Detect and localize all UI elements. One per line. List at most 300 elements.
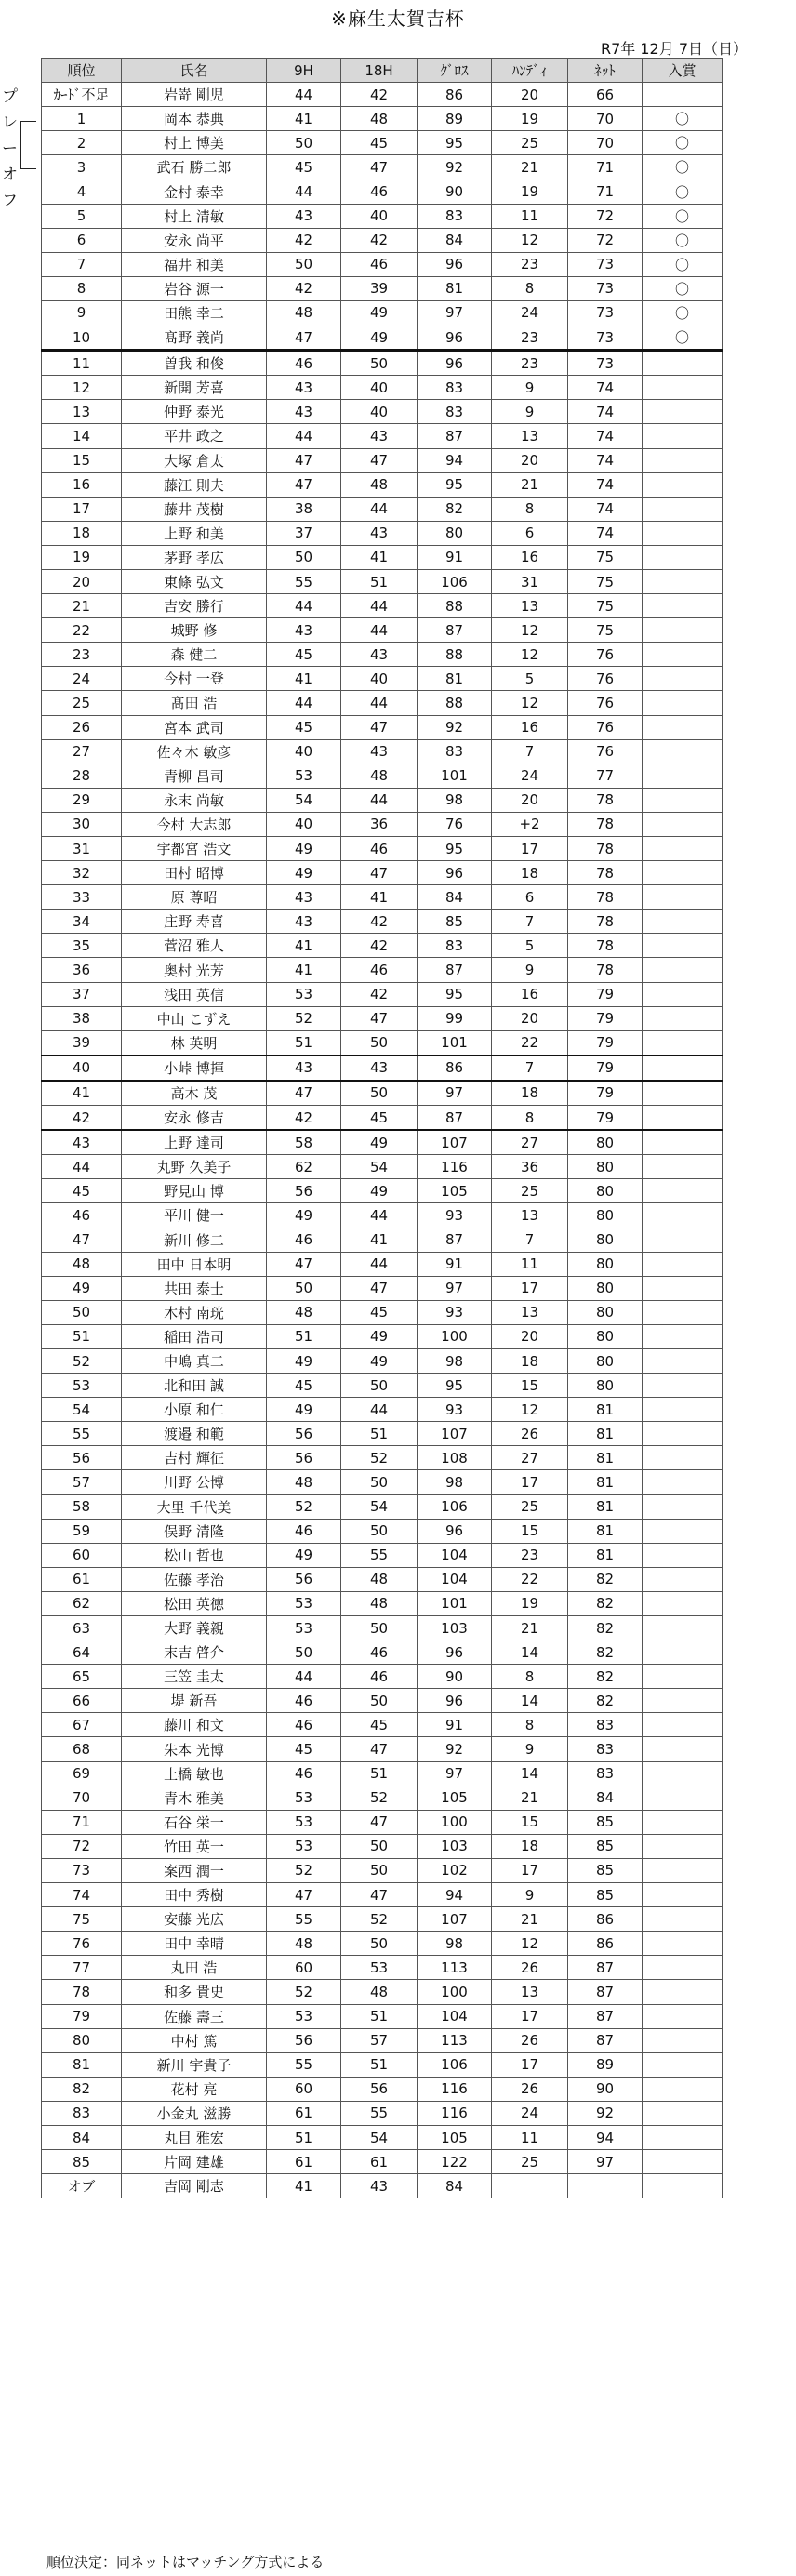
cell-gross: 107 [418, 1907, 492, 1932]
table-row [42, 83, 723, 107]
cell-name: 青木 雅美 [122, 1786, 267, 1810]
cell-18h: 50 [341, 1470, 418, 1494]
table-row [42, 1228, 723, 1252]
cell-name: 中山 こずえ [122, 1006, 267, 1030]
col-header-gross: ｸﾞﾛｽ [418, 59, 492, 83]
cell-handicap: 23 [492, 252, 568, 276]
cell-rank: 62 [42, 1591, 122, 1615]
cell-rank: 46 [42, 1203, 122, 1228]
cell-net: 80 [568, 1324, 643, 1348]
cell-prize [643, 569, 723, 593]
table-row [42, 400, 723, 424]
cell-rank: 69 [42, 1761, 122, 1786]
cell-name: 三笠 圭太 [122, 1665, 267, 1689]
cell-9h: 45 [267, 715, 341, 739]
table-row [42, 497, 723, 521]
cell-name: 岡本 恭典 [122, 107, 267, 131]
cell-handicap: 6 [492, 521, 568, 545]
cell-18h: 46 [341, 1665, 418, 1689]
cell-handicap: 31 [492, 569, 568, 593]
cell-net: 79 [568, 1081, 643, 1106]
cell-rank: 22 [42, 618, 122, 643]
cell-net: 75 [568, 545, 643, 569]
cell-gross: 107 [418, 1130, 492, 1155]
cell-rank: 37 [42, 982, 122, 1006]
cell-handicap: 36 [492, 1155, 568, 1179]
cell-18h: 47 [341, 1810, 418, 1834]
cell-net: 85 [568, 1810, 643, 1834]
cell-gross: 91 [418, 545, 492, 569]
cell-9h: 47 [267, 1081, 341, 1106]
cell-net: 70 [568, 131, 643, 155]
cell-gross: 116 [418, 1155, 492, 1179]
cell-handicap: 16 [492, 982, 568, 1006]
cell-net: 89 [568, 2052, 643, 2077]
cell-prize [643, 424, 723, 448]
cell-net [568, 2174, 643, 2198]
cell-rank: 3 [42, 155, 122, 179]
cell-gross: 93 [418, 1300, 492, 1324]
table-row [42, 958, 723, 982]
cell-9h: 44 [267, 424, 341, 448]
cell-net: 76 [568, 667, 643, 691]
cell-18h: 42 [341, 228, 418, 252]
cell-18h: 57 [341, 2028, 418, 2052]
table-row [42, 1689, 723, 1713]
cell-18h: 45 [341, 1713, 418, 1737]
cell-9h: 56 [267, 1446, 341, 1470]
cell-handicap: 22 [492, 1030, 568, 1056]
cell-prize [643, 2028, 723, 2052]
cell-rank: 81 [42, 2052, 122, 2077]
cell-18h: 50 [341, 1932, 418, 1956]
cell-prize [643, 1956, 723, 1980]
cell-18h: 49 [341, 325, 418, 351]
cell-handicap: 17 [492, 1470, 568, 1494]
cell-prize [643, 715, 723, 739]
cell-rank: 2 [42, 131, 122, 155]
cell-9h: 49 [267, 837, 341, 861]
cell-gross: 96 [418, 1689, 492, 1713]
table-row [42, 982, 723, 1006]
cell-prize [643, 1006, 723, 1030]
cell-name: 野見山 博 [122, 1179, 267, 1203]
cell-name: 俣野 清隆 [122, 1519, 267, 1543]
cell-9h: 41 [267, 934, 341, 958]
cell-handicap: 13 [492, 424, 568, 448]
table-row [42, 131, 723, 155]
cell-net: 79 [568, 1056, 643, 1081]
cell-handicap: 7 [492, 739, 568, 764]
cell-name: 丸野 久美子 [122, 1155, 267, 1179]
cell-18h: 50 [341, 351, 418, 376]
table-row [42, 545, 723, 569]
col-header-rank: 順位 [42, 59, 122, 83]
playoff-label [2, 84, 17, 214]
cell-rank: 50 [42, 1300, 122, 1324]
cell-net: 78 [568, 934, 643, 958]
cell-name: 茅野 孝広 [122, 545, 267, 569]
cell-name: 原 尊昭 [122, 885, 267, 910]
cell-gross: 91 [418, 1252, 492, 1276]
cell-gross: 87 [418, 1228, 492, 1252]
cell-rank: 21 [42, 594, 122, 618]
cell-name: 花村 亮 [122, 2077, 267, 2101]
cell-9h: 50 [267, 545, 341, 569]
cell-handicap: 13 [492, 594, 568, 618]
cell-net: 74 [568, 472, 643, 497]
cell-18h: 61 [341, 2150, 418, 2174]
cell-9h: 49 [267, 1203, 341, 1228]
cell-net: 87 [568, 1980, 643, 2004]
cell-gross: 100 [418, 1324, 492, 1348]
cell-9h: 52 [267, 1494, 341, 1519]
cell-9h: 55 [267, 569, 341, 593]
cell-9h: 42 [267, 228, 341, 252]
cell-name: 吉岡 剛志 [122, 2174, 267, 2198]
cell-prize [643, 448, 723, 472]
cell-net: 70 [568, 107, 643, 131]
cell-rank: 24 [42, 667, 122, 691]
cell-rank: 29 [42, 788, 122, 812]
cell-9h: 43 [267, 885, 341, 910]
cell-prize [643, 691, 723, 715]
cell-gross: 83 [418, 400, 492, 424]
table-row [42, 2174, 723, 2198]
cell-prize [643, 1203, 723, 1228]
cell-net: 74 [568, 448, 643, 472]
cell-18h: 43 [341, 1056, 418, 1081]
table-row [42, 1494, 723, 1519]
cell-gross: 92 [418, 155, 492, 179]
cell-prize: 〇 [643, 276, 723, 300]
cell-rank: 11 [42, 351, 122, 376]
cell-gross: 83 [418, 934, 492, 958]
cell-gross: 108 [418, 1446, 492, 1470]
cell-name: 大里 千代美 [122, 1494, 267, 1519]
cell-prize [643, 1155, 723, 1179]
cell-18h: 48 [341, 107, 418, 131]
cell-9h: 52 [267, 1006, 341, 1030]
cell-prize [643, 594, 723, 618]
cell-18h: 52 [341, 1446, 418, 1470]
table-row [42, 1591, 723, 1615]
cell-gross: 87 [418, 618, 492, 643]
cell-gross: 104 [418, 1567, 492, 1591]
col-header-9h: 9H [267, 59, 341, 83]
cell-gross: 88 [418, 594, 492, 618]
cell-prize [643, 837, 723, 861]
cell-18h: 40 [341, 400, 418, 424]
cell-prize [643, 618, 723, 643]
cell-prize [643, 2125, 723, 2149]
cell-net: 86 [568, 1932, 643, 1956]
cell-name: 宇都宮 浩文 [122, 837, 267, 861]
cell-prize [643, 1737, 723, 1761]
table-row [42, 1179, 723, 1203]
cell-gross: 90 [418, 179, 492, 204]
cell-name: 田村 昭博 [122, 861, 267, 885]
cell-name: 小峠 博揮 [122, 1056, 267, 1081]
cell-handicap: 24 [492, 300, 568, 325]
cell-gross: 97 [418, 1276, 492, 1300]
cell-rank: 55 [42, 1422, 122, 1446]
cell-9h: 52 [267, 1858, 341, 1882]
cell-18h: 51 [341, 569, 418, 593]
cell-rank: 39 [42, 1030, 122, 1056]
cell-prize [643, 1883, 723, 1907]
cell-name: 東條 弘文 [122, 569, 267, 593]
cell-9h: 41 [267, 2174, 341, 2198]
cell-handicap: 18 [492, 1834, 568, 1858]
cell-net: 66 [568, 83, 643, 107]
table-row [42, 1519, 723, 1543]
cell-prize [643, 1932, 723, 1956]
cell-18h: 49 [341, 1179, 418, 1203]
cell-rank: 8 [42, 276, 122, 300]
cell-gross: 116 [418, 2101, 492, 2125]
cell-rank: 79 [42, 2004, 122, 2028]
cell-gross: 89 [418, 107, 492, 131]
cell-net: 76 [568, 643, 643, 667]
cell-rank: 31 [42, 837, 122, 861]
cell-net: 79 [568, 1030, 643, 1056]
cell-rank: 33 [42, 885, 122, 910]
cell-gross: 87 [418, 424, 492, 448]
cell-18h: 42 [341, 83, 418, 107]
cell-handicap: 24 [492, 2101, 568, 2125]
table-row [42, 812, 723, 836]
footnote: 順位決定：同ネットはマッチング方式による [46, 2554, 325, 2570]
cell-handicap: 18 [492, 1348, 568, 1373]
cell-name: 新川 修二 [122, 1228, 267, 1252]
cell-18h: 41 [341, 1228, 418, 1252]
cell-gross: 113 [418, 2028, 492, 2052]
table-row [42, 1252, 723, 1276]
cell-net: 80 [568, 1179, 643, 1203]
cell-gross: 103 [418, 1834, 492, 1858]
table-row [42, 1398, 723, 1422]
cell-gross: 87 [418, 958, 492, 982]
cell-prize [643, 1810, 723, 1834]
cell-gross: 116 [418, 2077, 492, 2101]
table-row [42, 1980, 723, 2004]
cell-gross: 84 [418, 228, 492, 252]
table-row [42, 2028, 723, 2052]
cell-handicap: 23 [492, 325, 568, 351]
cell-rank: 65 [42, 1665, 122, 1689]
cell-name: 岩嵜 剛児 [122, 83, 267, 107]
cell-handicap: 19 [492, 179, 568, 204]
cell-handicap: 21 [492, 472, 568, 497]
cell-name: 田中 幸晴 [122, 1932, 267, 1956]
cell-net: 81 [568, 1494, 643, 1519]
cell-rank: 20 [42, 569, 122, 593]
cell-handicap: 15 [492, 1374, 568, 1398]
cell-18h: 50 [341, 1519, 418, 1543]
cell-name: 庄野 寿喜 [122, 910, 267, 934]
cell-prize [643, 1030, 723, 1056]
cell-18h: 49 [341, 1130, 418, 1155]
cell-gross: 76 [418, 812, 492, 836]
cell-18h: 46 [341, 179, 418, 204]
cell-net: 97 [568, 2150, 643, 2174]
cell-9h: 44 [267, 83, 341, 107]
cell-rank: 74 [42, 1883, 122, 1907]
cell-gross: 100 [418, 1810, 492, 1834]
cell-18h: 51 [341, 1422, 418, 1446]
cell-18h: 47 [341, 1276, 418, 1300]
cell-gross: 93 [418, 1398, 492, 1422]
cell-net: 80 [568, 1252, 643, 1276]
cell-gross: 95 [418, 837, 492, 861]
cell-rank: 19 [42, 545, 122, 569]
cell-rank: ｶｰﾄﾞ不足 [42, 83, 122, 107]
cell-handicap: 21 [492, 155, 568, 179]
cell-gross: 84 [418, 2174, 492, 2198]
cell-prize [643, 1130, 723, 1155]
table-row [42, 1883, 723, 1907]
cell-18h: 40 [341, 667, 418, 691]
cell-rank: 49 [42, 1276, 122, 1300]
cell-rank: 18 [42, 521, 122, 545]
cell-gross: 106 [418, 2052, 492, 2077]
cell-9h: 53 [267, 1591, 341, 1615]
cell-handicap: 9 [492, 958, 568, 982]
cell-rank: 59 [42, 1519, 122, 1543]
table-row [42, 472, 723, 497]
cell-prize [643, 1858, 723, 1882]
table-row [42, 228, 723, 252]
cell-gross: 100 [418, 1980, 492, 2004]
cell-handicap: 26 [492, 2028, 568, 2052]
cell-gross: 101 [418, 1591, 492, 1615]
cell-name: 小原 和仁 [122, 1398, 267, 1422]
cell-9h: 55 [267, 2052, 341, 2077]
cell-9h: 49 [267, 1348, 341, 1373]
cell-handicap: 8 [492, 1665, 568, 1689]
cell-9h: 41 [267, 107, 341, 131]
cell-rank: 38 [42, 1006, 122, 1030]
cell-handicap: 12 [492, 1932, 568, 1956]
cell-rank: 15 [42, 448, 122, 472]
cell-net: 73 [568, 325, 643, 351]
cell-name: 北和田 誠 [122, 1374, 267, 1398]
table-row [42, 521, 723, 545]
cell-9h: 45 [267, 643, 341, 667]
table-row [42, 1446, 723, 1470]
cell-9h: 47 [267, 448, 341, 472]
cell-name: 武石 勝二郎 [122, 155, 267, 179]
cell-prize [643, 1056, 723, 1081]
cell-9h: 44 [267, 1665, 341, 1689]
cell-net: 82 [568, 1591, 643, 1615]
cell-prize [643, 1398, 723, 1422]
cell-handicap: 27 [492, 1130, 568, 1155]
cell-9h: 37 [267, 521, 341, 545]
table-row [42, 1130, 723, 1155]
cell-handicap: 8 [492, 1713, 568, 1737]
cell-handicap: 22 [492, 1567, 568, 1591]
cell-prize [643, 2004, 723, 2028]
table-row [42, 764, 723, 788]
cell-rank: 57 [42, 1470, 122, 1494]
table-row [42, 155, 723, 179]
table-row [42, 300, 723, 325]
cell-18h: 52 [341, 1907, 418, 1932]
cell-18h: 45 [341, 1300, 418, 1324]
cell-name: 稲田 浩司 [122, 1324, 267, 1348]
cell-name: 高木 茂 [122, 1081, 267, 1106]
cell-gross: 94 [418, 1883, 492, 1907]
cell-net: 74 [568, 497, 643, 521]
cell-net: 78 [568, 837, 643, 861]
cell-prize [643, 1713, 723, 1737]
table-row [42, 1374, 723, 1398]
table-row [42, 1276, 723, 1300]
table-header-row [42, 59, 723, 83]
cell-name: 上野 和美 [122, 521, 267, 545]
playoff-label-char: フ [2, 192, 18, 210]
cell-18h: 45 [341, 1106, 418, 1131]
cell-9h: 42 [267, 276, 341, 300]
cell-handicap: 25 [492, 131, 568, 155]
cell-18h: 55 [341, 1543, 418, 1567]
cell-18h: 44 [341, 1203, 418, 1228]
cell-name: 末吉 啓介 [122, 1640, 267, 1665]
table-row [42, 1810, 723, 1834]
cell-prize [643, 1276, 723, 1300]
cell-handicap: 20 [492, 448, 568, 472]
cell-18h: 44 [341, 1398, 418, 1422]
cell-rank: 40 [42, 1056, 122, 1081]
cell-handicap: 26 [492, 2077, 568, 2101]
cell-handicap: +2 [492, 812, 568, 836]
cell-rank: 85 [42, 2150, 122, 2174]
table-row [42, 1106, 723, 1131]
cell-prize [643, 2101, 723, 2125]
cell-net: 73 [568, 252, 643, 276]
cell-name: 安永 尚平 [122, 228, 267, 252]
cell-18h: 54 [341, 1494, 418, 1519]
cell-net: 78 [568, 812, 643, 836]
cell-9h: 58 [267, 1130, 341, 1155]
page-title: ※麻生太賀吉杯 [331, 7, 465, 30]
cell-9h: 40 [267, 739, 341, 764]
cell-9h: 51 [267, 1324, 341, 1348]
cell-net: 80 [568, 1300, 643, 1324]
playoff-label-char: プ [2, 87, 18, 106]
cell-9h: 52 [267, 1980, 341, 2004]
cell-name: 菅沼 雅人 [122, 934, 267, 958]
cell-18h: 51 [341, 2004, 418, 2028]
cell-prize [643, 1543, 723, 1567]
cell-gross: 101 [418, 764, 492, 788]
cell-handicap: 21 [492, 1786, 568, 1810]
cell-name: 大野 義親 [122, 1616, 267, 1640]
cell-name: 中村 篤 [122, 2028, 267, 2052]
cell-name: 森 健二 [122, 643, 267, 667]
cell-18h: 47 [341, 861, 418, 885]
table-row [42, 618, 723, 643]
cell-net: 81 [568, 1470, 643, 1494]
cell-rank: 10 [42, 325, 122, 351]
cell-net: 74 [568, 424, 643, 448]
cell-handicap: 5 [492, 934, 568, 958]
cell-handicap: 25 [492, 1494, 568, 1519]
cell-gross: 86 [418, 1056, 492, 1081]
cell-net: 80 [568, 1155, 643, 1179]
